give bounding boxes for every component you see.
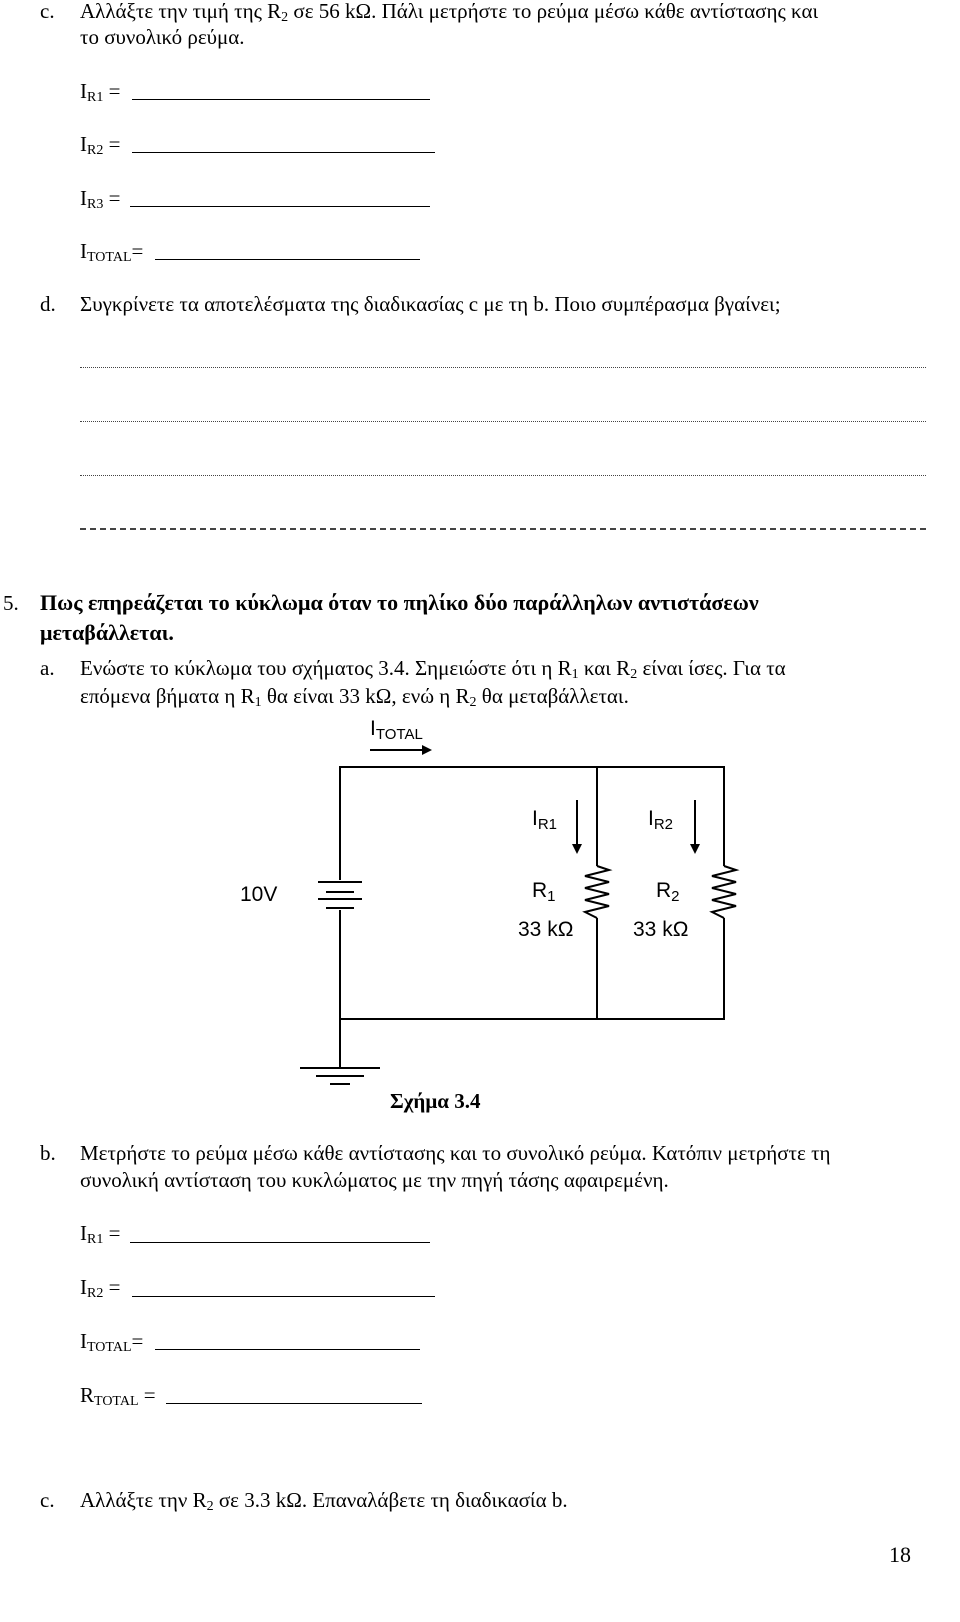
label-eq: = (103, 1221, 121, 1245)
text-seg: Αλλάξτε την R (80, 1488, 207, 1512)
label-sub: 1 (547, 888, 556, 905)
label-sub: TOTAL (87, 1340, 132, 1355)
answer-line[interactable] (130, 1242, 430, 1243)
label-eq: = (138, 1383, 156, 1407)
label-r1-value: 33 kΩ (518, 918, 574, 941)
label-main: I (532, 807, 538, 830)
label-sub: R2 (87, 143, 104, 158)
part-c-marker: c. (40, 1488, 55, 1512)
text-seg: σε 3.3 kΩ. Επαναλάβετε τη διαδικασία b. (213, 1488, 568, 1512)
label-sub: R2 (87, 1286, 104, 1301)
field-label-ir1 (80, 1220, 120, 1253)
label-eq: = (103, 132, 121, 156)
part-c-bottom-text (80, 1487, 568, 1520)
label-main: I (80, 79, 87, 103)
label-sub: R1 (87, 90, 104, 105)
arrowhead-icon (572, 844, 582, 854)
text-seg: θα μεταβάλλεται. (476, 684, 629, 708)
label-main: I (80, 239, 87, 263)
section-title-line2: μεταβάλλεται. (40, 620, 174, 645)
part-b-marker: b. (40, 1141, 56, 1165)
text-seg: Ενώστε το κύκλωμα του σχήματος 3.4. Σημειώστε ότι η R (80, 656, 572, 680)
label-sub: R2 (653, 816, 674, 833)
label-main: R (656, 879, 672, 902)
label-sub: 2 (671, 888, 680, 905)
label-itotal (370, 716, 423, 748)
answer-line[interactable] (132, 1296, 435, 1297)
label-main: I (370, 717, 376, 740)
label-source-voltage: 10V (240, 883, 278, 906)
part-d-marker: d. (40, 292, 56, 316)
label-main: I (80, 132, 87, 156)
label-sub: TOTAL (94, 1394, 139, 1409)
subscript: 2 (281, 10, 289, 25)
text-seg: είναι ίσες. Για τα (637, 656, 786, 680)
label-eq: = (131, 239, 144, 263)
text-seg: επόμενα βήματα η R (80, 684, 255, 708)
part-c-marker: c. (40, 0, 55, 23)
label-eq: = (103, 1275, 121, 1299)
text-seg: Αλλάξτε την τιμή της R (80, 0, 282, 23)
label-eq: = (103, 186, 121, 210)
arrowhead-icon (690, 844, 700, 854)
answer-line[interactable] (166, 1403, 422, 1404)
label-main: I (80, 1329, 87, 1353)
label-sub: TOTAL (87, 250, 132, 265)
label-sub: R1 (87, 1232, 104, 1247)
field-label-ir2 (80, 1274, 120, 1307)
page-number: 18 (889, 1542, 911, 1567)
part-b-text: Μετρήστε το ρεύμα μέσω κάθε αντίστασης και το συνολικό ρεύμα. Κατόπιν μετρήστε τη (80, 1141, 831, 1165)
label-main: I (648, 807, 654, 830)
label-sub: R3 (87, 197, 104, 212)
part-c-text-line2: το συνολικό ρεύμα. (80, 25, 245, 49)
label-r1 (532, 878, 556, 910)
field-label-itotal (80, 1328, 143, 1361)
subscript: 2 (469, 695, 477, 710)
figure-caption: Σχήμα 3.4 (390, 1089, 481, 1113)
label-sub: R1 (537, 816, 558, 833)
label-r2-value: 33 kΩ (633, 918, 689, 941)
label-ir2 (648, 806, 673, 838)
text-seg: θα είναι 33 kΩ, ενώ η R (261, 684, 470, 708)
label-main: R (532, 879, 548, 902)
field-label-rtotal (80, 1382, 156, 1415)
label-main: R (80, 1383, 95, 1407)
subscript: 1 (571, 667, 579, 682)
label-ir1 (532, 806, 557, 838)
part-d-text: Συγκρίνετε τα αποτελέσματα της διαδικασίας c με τη b. Ποιο συμπέρασμα βγαίνει; (80, 292, 781, 316)
section-number: 5. (3, 591, 19, 615)
arrowhead-icon (422, 745, 432, 755)
label-main: I (80, 1221, 87, 1245)
subscript: 1 (254, 695, 262, 710)
label-main: I (80, 1275, 87, 1299)
label-eq: = (103, 79, 121, 103)
battery-gap (330, 880, 350, 910)
section-title: Πως επηρεάζεται το κύκλωμα όταν το πηλίκο δύο παράλληλων αντιστάσεων (40, 590, 759, 615)
part-b-text-line2: συνολική αντίσταση του κυκλώματος με την πηγή τάσης αφαιρεμένη. (80, 1168, 669, 1192)
subscript: 2 (630, 667, 638, 682)
answer-line[interactable] (155, 1349, 420, 1350)
text-seg: σε 56 kΩ. Πάλι μετρήστε το ρεύμα μέσω κάθε αντίστασης και (288, 0, 819, 23)
subscript: 2 (206, 1499, 214, 1514)
label-main: I (80, 186, 87, 210)
label-eq: = (131, 1329, 144, 1353)
text-seg: και R (578, 656, 631, 680)
label-r2 (656, 878, 680, 910)
part-a-marker: a. (40, 656, 55, 680)
label-sub: TOTAL (375, 726, 423, 743)
